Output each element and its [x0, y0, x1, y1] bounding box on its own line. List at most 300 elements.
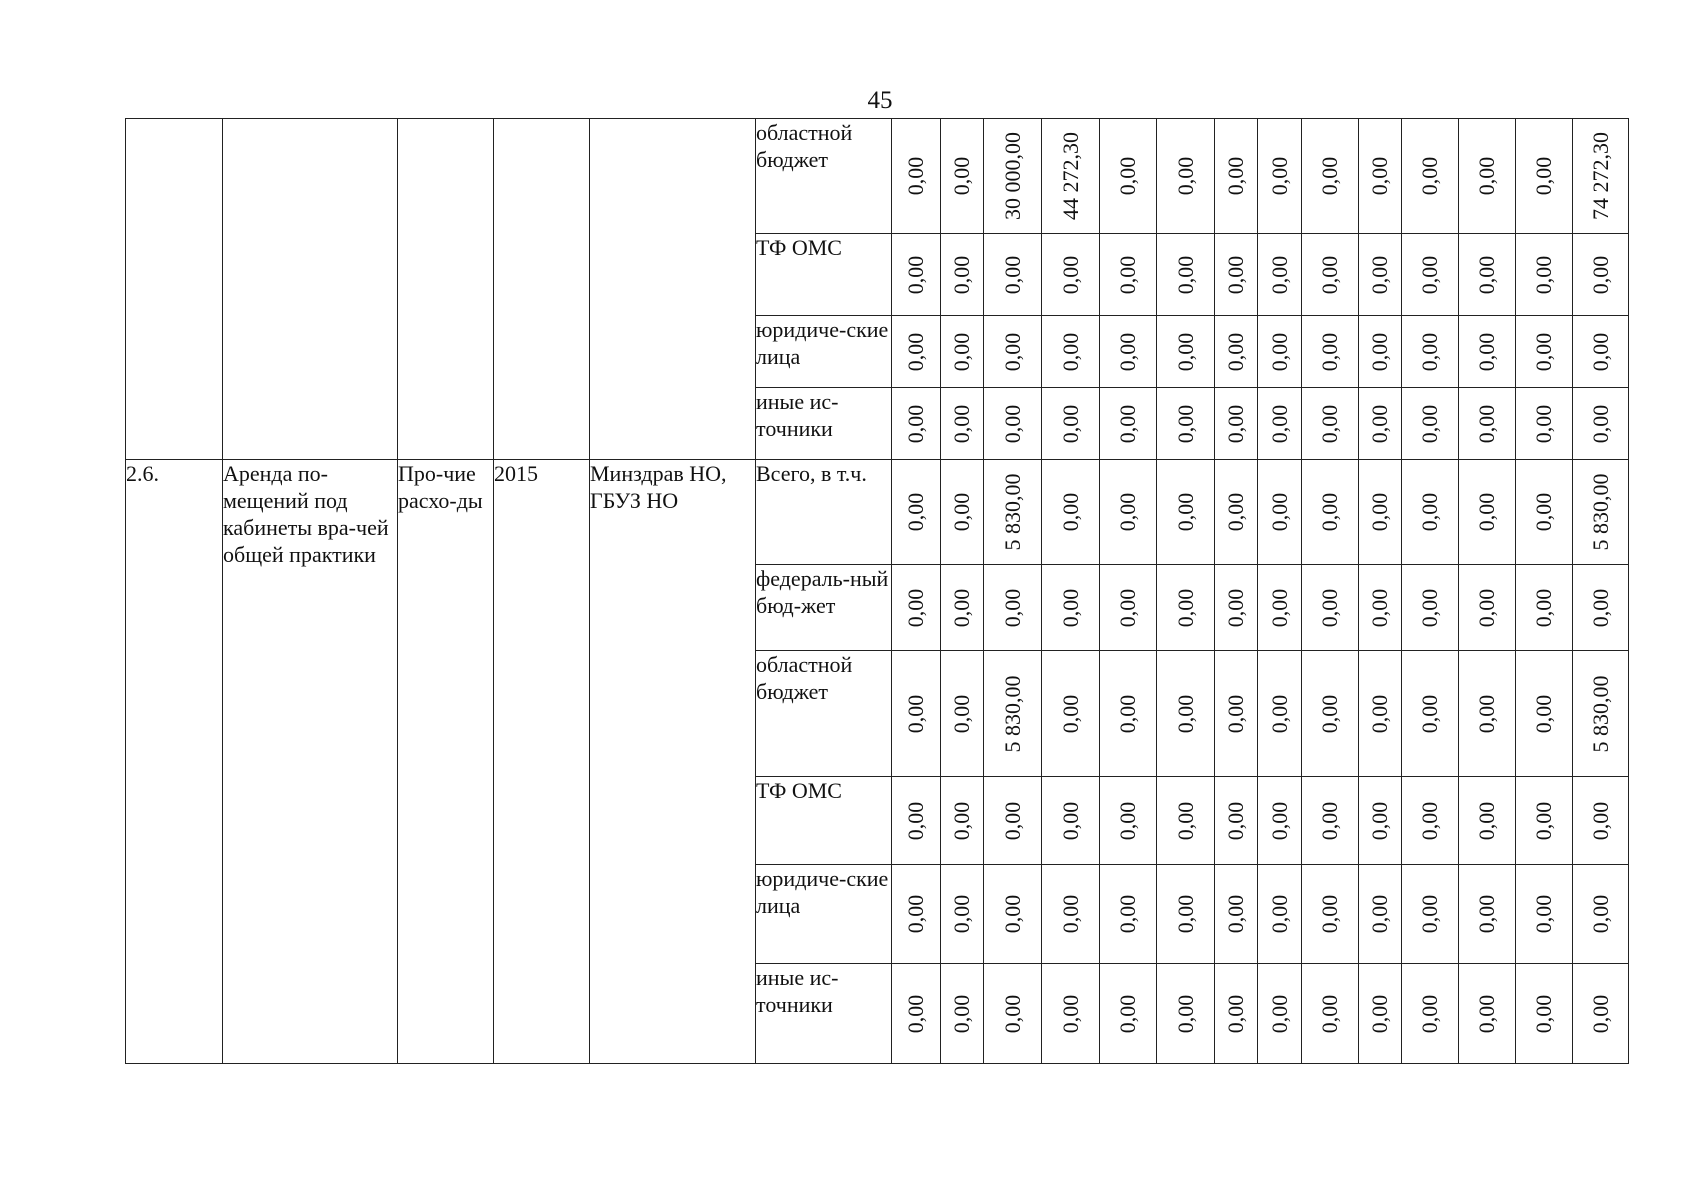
value-text: 0,00: [1474, 332, 1499, 371]
value-cell: [1042, 119, 1100, 234]
value-cell: [1100, 651, 1157, 777]
value-text: 0,00: [903, 156, 928, 196]
value-text: 0,00: [1531, 894, 1556, 934]
value-text: 0,00: [1172, 492, 1198, 532]
value-cell: [892, 388, 941, 460]
value-text: 74 272,30: [1587, 132, 1613, 220]
value-text: 0,00: [1317, 156, 1342, 196]
value-cell: [1573, 565, 1629, 651]
value-cell: [941, 119, 984, 234]
value-cell: [1258, 565, 1302, 651]
value-cell: [1157, 388, 1215, 460]
value-text: 0,00: [1172, 994, 1198, 1033]
value-cell: [1042, 777, 1100, 865]
value-text: 0,00: [1417, 894, 1442, 934]
value-cell: [1215, 651, 1258, 777]
value-cell: [1100, 460, 1157, 565]
value-text: 0,00: [1417, 332, 1442, 371]
value-cell: [1573, 316, 1629, 388]
funding-source-label: иные ис-точники: [756, 388, 892, 460]
value-text: 0,00: [999, 801, 1025, 840]
value-text: 0,00: [1474, 156, 1499, 196]
value-text: 0,00: [1417, 255, 1442, 294]
value-text: 0,00: [1317, 255, 1342, 294]
value-text: 0,00: [1417, 801, 1442, 840]
value-text: 0,00: [1057, 894, 1083, 934]
value-cell: [1359, 865, 1402, 964]
funding-source-label: Всего, в т.ч.: [756, 460, 892, 565]
value-text: 0,00: [1317, 894, 1342, 934]
value-cell: [1459, 234, 1516, 316]
value-cell: [1215, 234, 1258, 316]
value-text: 44 272,30: [1057, 132, 1083, 220]
value-text: 0,00: [903, 894, 928, 934]
value-cell: [1042, 565, 1100, 651]
value-text: 5 830,00: [1587, 675, 1613, 752]
value-text: 0,00: [1115, 894, 1140, 934]
value-cell: [1258, 964, 1302, 1064]
funding-source-label: иные ис-точники: [756, 964, 892, 1064]
value-text: 0,00: [1367, 894, 1392, 934]
value-cell: [1573, 777, 1629, 865]
value-text: 0,00: [1474, 492, 1499, 532]
value-text: 0,00: [1317, 694, 1342, 733]
value-text: 0,00: [1417, 156, 1442, 196]
value-cell: [1573, 119, 1629, 234]
value-text: 0,00: [1474, 694, 1499, 733]
funding-source-label: ТФ ОМС: [756, 234, 892, 316]
value-cell: [1157, 316, 1215, 388]
value-text: 0,00: [1057, 404, 1083, 443]
value-cell: [1258, 234, 1302, 316]
item-category: Про-чие расхо-ды: [398, 460, 494, 1064]
value-text: 0,00: [1057, 255, 1083, 294]
value-cell: [1157, 651, 1215, 777]
value-cell: [941, 234, 984, 316]
value-text: 0,00: [1531, 156, 1556, 196]
value-text: 0,00: [949, 694, 974, 733]
value-text: 0,00: [1587, 404, 1613, 443]
value-text: 0,00: [1317, 332, 1342, 371]
value-text: 0,00: [1172, 894, 1198, 934]
value-text: 0,00: [1223, 404, 1248, 443]
value-text: 0,00: [1223, 255, 1248, 294]
value-cell: [1573, 234, 1629, 316]
value-text: 0,00: [1172, 332, 1198, 371]
value-cell: [1302, 651, 1359, 777]
value-text: 0,00: [1223, 332, 1248, 371]
value-text: 0,00: [1367, 492, 1392, 532]
value-cell: [1516, 565, 1573, 651]
value-text: 0,00: [1266, 332, 1292, 371]
value-cell: [892, 865, 941, 964]
value-cell: [1157, 777, 1215, 865]
value-text: 0,00: [1587, 332, 1613, 371]
value-cell: [1573, 651, 1629, 777]
value-cell: [1402, 460, 1459, 565]
value-cell: [1042, 316, 1100, 388]
value-cell: [1100, 865, 1157, 964]
value-cell: [1100, 565, 1157, 651]
page-number: 45: [867, 87, 893, 114]
value-text: 0,00: [903, 694, 928, 733]
value-text: 0,00: [903, 332, 928, 371]
value-text: 0,00: [1266, 492, 1292, 532]
value-cell: [984, 316, 1042, 388]
value-cell: [1459, 388, 1516, 460]
value-cell: [1042, 388, 1100, 460]
value-cell: [1459, 460, 1516, 565]
value-cell: [941, 388, 984, 460]
value-text: 0,00: [1367, 994, 1392, 1033]
value-cell: [984, 460, 1042, 565]
value-text: 0,00: [1223, 801, 1248, 840]
table-row: [126, 460, 1629, 565]
value-text: 0,00: [1417, 492, 1442, 532]
value-cell: [1215, 460, 1258, 565]
value-cell: [1359, 777, 1402, 865]
value-text: 0,00: [999, 404, 1025, 443]
value-cell: [984, 865, 1042, 964]
value-text: 0,00: [1587, 255, 1613, 294]
empty-category-cell: [398, 119, 494, 460]
value-text: 0,00: [903, 588, 928, 627]
value-text: 0,00: [1172, 694, 1198, 733]
value-text: 5 830,00: [1587, 473, 1613, 551]
value-text: 0,00: [1317, 588, 1342, 627]
value-cell: [1359, 119, 1402, 234]
item-year: 2015: [494, 460, 590, 1064]
value-text: 0,00: [1367, 694, 1392, 733]
value-text: 0,00: [1367, 801, 1392, 840]
value-text: 0,00: [1417, 588, 1442, 627]
value-text: 0,00: [1266, 894, 1292, 934]
value-cell: [892, 119, 941, 234]
value-text: 0,00: [1474, 994, 1499, 1033]
value-text: 0,00: [903, 404, 928, 443]
value-cell: [1402, 388, 1459, 460]
value-text: 0,00: [1531, 404, 1556, 443]
funding-source-label: областной бюджет: [756, 119, 892, 234]
value-cell: [1516, 460, 1573, 565]
value-cell: [1359, 388, 1402, 460]
value-text: 0,00: [1172, 255, 1198, 294]
value-text: 0,00: [949, 492, 974, 532]
value-cell: [1258, 119, 1302, 234]
value-text: 0,00: [903, 492, 928, 532]
value-cell: [1215, 565, 1258, 651]
value-cell: [1258, 865, 1302, 964]
value-text: 0,00: [1115, 255, 1140, 294]
table-row: [126, 119, 1629, 234]
value-cell: [1258, 777, 1302, 865]
value-cell: [1215, 777, 1258, 865]
value-text: 0,00: [1115, 694, 1140, 733]
value-text: 0,00: [1115, 801, 1140, 840]
value-cell: [984, 565, 1042, 651]
value-cell: [984, 964, 1042, 1064]
value-cell: [1302, 777, 1359, 865]
value-text: 0,00: [1531, 994, 1556, 1033]
value-cell: [1215, 388, 1258, 460]
value-cell: [1215, 865, 1258, 964]
value-cell: [1215, 316, 1258, 388]
value-cell: [1573, 460, 1629, 565]
value-cell: [1402, 777, 1459, 865]
value-cell: [1302, 119, 1359, 234]
value-text: 0,00: [949, 801, 974, 840]
value-text: 0,00: [1587, 894, 1613, 934]
empty-number-cell: [126, 119, 223, 460]
value-cell: [1402, 565, 1459, 651]
value-cell: [892, 651, 941, 777]
value-cell: [1459, 119, 1516, 234]
value-text: 0,00: [1531, 255, 1556, 294]
value-text: 0,00: [1266, 801, 1292, 840]
value-text: 0,00: [1115, 156, 1140, 196]
value-text: 0,00: [1266, 255, 1292, 294]
value-text: 0,00: [1417, 994, 1442, 1033]
value-text: 0,00: [1115, 994, 1140, 1033]
value-cell: [1215, 119, 1258, 234]
value-text: 0,00: [1367, 404, 1392, 443]
value-text: 0,00: [903, 994, 928, 1033]
value-text: 0,00: [1317, 404, 1342, 443]
value-text: 0,00: [1223, 156, 1248, 196]
funding-source-label: юридиче-ские лица: [756, 316, 892, 388]
value-cell: [1302, 460, 1359, 565]
value-cell: [1042, 460, 1100, 565]
value-cell: [1302, 964, 1359, 1064]
value-text: 0,00: [1115, 588, 1140, 627]
value-cell: [1157, 460, 1215, 565]
value-cell: [1516, 234, 1573, 316]
value-cell: [1402, 964, 1459, 1064]
value-text: 0,00: [1587, 994, 1613, 1033]
financing-table: [125, 118, 1629, 1064]
value-text: 0,00: [949, 255, 974, 294]
value-cell: [1042, 234, 1100, 316]
value-text: 0,00: [1266, 994, 1292, 1033]
value-cell: [892, 964, 941, 1064]
value-text: 0,00: [949, 332, 974, 371]
value-text: 0,00: [1115, 404, 1140, 443]
value-text: 0,00: [1115, 492, 1140, 532]
value-cell: [1459, 777, 1516, 865]
value-cell: [984, 651, 1042, 777]
empty-executor-cell: [590, 119, 756, 460]
empty-year-cell: [494, 119, 590, 460]
value-cell: [1302, 565, 1359, 651]
value-cell: [1157, 234, 1215, 316]
value-text: 0,00: [1172, 156, 1198, 196]
value-cell: [1302, 865, 1359, 964]
value-cell: [1459, 964, 1516, 1064]
value-cell: [941, 777, 984, 865]
value-text: 0,00: [1587, 588, 1613, 627]
value-cell: [984, 234, 1042, 316]
value-text: 0,00: [1531, 694, 1556, 733]
value-text: 0,00: [1057, 994, 1083, 1033]
value-cell: [1302, 388, 1359, 460]
value-cell: [1402, 316, 1459, 388]
value-text: 5 830,00: [999, 675, 1025, 752]
value-cell: [1516, 316, 1573, 388]
value-text: 0,00: [1172, 588, 1198, 627]
value-cell: [1359, 234, 1402, 316]
value-cell: [1516, 865, 1573, 964]
value-cell: [1100, 777, 1157, 865]
value-text: 0,00: [1172, 801, 1198, 840]
value-text: 0,00: [1266, 156, 1292, 196]
funding-source-label: ТФ ОМС: [756, 777, 892, 865]
value-text: 0,00: [1057, 801, 1083, 840]
value-cell: [1459, 316, 1516, 388]
value-cell: [1157, 565, 1215, 651]
value-cell: [1359, 460, 1402, 565]
value-text: 0,00: [1367, 156, 1392, 196]
value-cell: [1359, 651, 1402, 777]
value-text: 0,00: [999, 588, 1025, 627]
item-name: Аренда по-мещений под кабинеты вра-чей общей практики: [223, 460, 398, 1064]
value-cell: [1516, 388, 1573, 460]
value-cell: [1157, 119, 1215, 234]
value-text: 0,00: [1531, 801, 1556, 840]
value-cell: [941, 460, 984, 565]
value-cell: [1100, 964, 1157, 1064]
value-text: 0,00: [903, 801, 928, 840]
value-cell: [1359, 316, 1402, 388]
value-cell: [1157, 964, 1215, 1064]
value-cell: [1573, 388, 1629, 460]
value-cell: [1402, 651, 1459, 777]
value-text: 0,00: [1367, 588, 1392, 627]
value-cell: [1157, 865, 1215, 964]
value-text: 0,00: [903, 255, 928, 294]
value-text: 0,00: [1223, 894, 1248, 934]
value-cell: [1459, 565, 1516, 651]
value-text: 0,00: [949, 156, 974, 196]
value-cell: [984, 119, 1042, 234]
value-cell: [1516, 651, 1573, 777]
value-text: 0,00: [1223, 694, 1248, 733]
value-text: 0,00: [1317, 994, 1342, 1033]
item-executor: Минздрав НО, ГБУЗ НО: [590, 460, 756, 1064]
value-text: 0,00: [1474, 894, 1499, 934]
value-cell: [941, 316, 984, 388]
value-text: 0,00: [1115, 332, 1140, 371]
value-text: 0,00: [1266, 694, 1292, 733]
value-cell: [1359, 964, 1402, 1064]
value-text: 0,00: [949, 894, 974, 934]
value-cell: [1042, 651, 1100, 777]
value-text: 0,00: [1474, 255, 1499, 294]
funding-source-label: юридиче-ские лица: [756, 865, 892, 964]
value-text: 0,00: [949, 404, 974, 443]
value-text: 0,00: [1057, 588, 1083, 627]
value-cell: [1573, 865, 1629, 964]
value-cell: [1573, 964, 1629, 1064]
value-cell: [941, 964, 984, 1064]
value-text: 0,00: [1223, 994, 1248, 1033]
value-text: 0,00: [1317, 492, 1342, 532]
value-text: 0,00: [1417, 404, 1442, 443]
value-text: 0,00: [1531, 588, 1556, 627]
value-text: 0,00: [1266, 404, 1292, 443]
value-cell: [1402, 865, 1459, 964]
item-number: 2.6.: [126, 460, 223, 1064]
value-text: 0,00: [1057, 492, 1083, 532]
value-text: 0,00: [999, 894, 1025, 934]
value-text: 0,00: [999, 255, 1025, 294]
value-text: 0,00: [1057, 332, 1083, 371]
value-text: 0,00: [1172, 404, 1198, 443]
value-text: 0,00: [1367, 255, 1392, 294]
value-cell: [1258, 316, 1302, 388]
funding-source-label: федераль-ный бюд-жет: [756, 565, 892, 651]
value-text: 0,00: [1417, 694, 1442, 733]
value-cell: [1100, 234, 1157, 316]
value-cell: [1042, 865, 1100, 964]
value-cell: [1042, 964, 1100, 1064]
value-cell: [1459, 865, 1516, 964]
value-text: 0,00: [949, 994, 974, 1033]
value-cell: [1516, 964, 1573, 1064]
funding-source-label: областной бюджет: [756, 651, 892, 777]
value-cell: [1402, 119, 1459, 234]
value-cell: [1258, 388, 1302, 460]
value-text: 0,00: [1531, 492, 1556, 532]
value-text: 0,00: [1223, 492, 1248, 532]
value-text: 0,00: [949, 588, 974, 627]
value-text: 0,00: [1266, 588, 1292, 627]
value-cell: [892, 460, 941, 565]
value-text: 30 000,00: [999, 132, 1025, 220]
value-cell: [1459, 651, 1516, 777]
value-text: 0,00: [1587, 801, 1613, 840]
value-cell: [941, 565, 984, 651]
value-cell: [1258, 460, 1302, 565]
value-cell: [892, 777, 941, 865]
value-text: 5 830,00: [999, 473, 1025, 551]
value-text: 0,00: [999, 994, 1025, 1033]
value-cell: [941, 865, 984, 964]
value-text: 0,00: [1367, 332, 1392, 371]
value-text: 0,00: [1531, 332, 1556, 371]
value-text: 0,00: [999, 332, 1025, 371]
value-cell: [941, 651, 984, 777]
value-cell: [1215, 964, 1258, 1064]
value-cell: [892, 316, 941, 388]
value-cell: [1516, 777, 1573, 865]
value-cell: [1302, 234, 1359, 316]
value-text: 0,00: [1474, 404, 1499, 443]
value-cell: [1100, 119, 1157, 234]
value-cell: [1100, 388, 1157, 460]
value-text: 0,00: [1317, 801, 1342, 840]
value-cell: [984, 777, 1042, 865]
value-cell: [984, 388, 1042, 460]
value-text: 0,00: [1474, 801, 1499, 840]
value-cell: [1359, 565, 1402, 651]
value-cell: [1100, 316, 1157, 388]
value-text: 0,00: [1474, 588, 1499, 627]
value-cell: [1402, 234, 1459, 316]
value-text: 0,00: [1223, 588, 1248, 627]
value-cell: [1258, 651, 1302, 777]
empty-name-cell: [223, 119, 398, 460]
value-cell: [892, 565, 941, 651]
